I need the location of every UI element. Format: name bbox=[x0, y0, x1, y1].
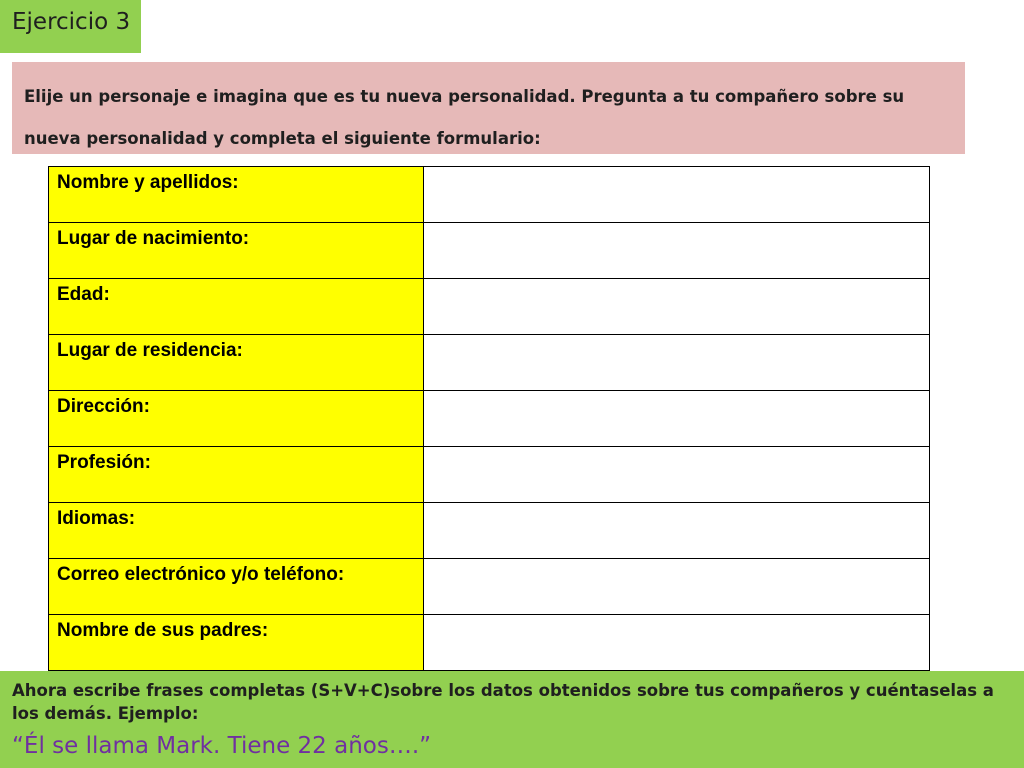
form-value-cell[interactable] bbox=[424, 447, 930, 503]
form-row bbox=[49, 223, 930, 279]
form-label-cell bbox=[49, 615, 424, 671]
form-row bbox=[49, 167, 930, 223]
form-row bbox=[49, 503, 930, 559]
form-row bbox=[49, 559, 930, 615]
page-title: Ejercicio 3 bbox=[12, 9, 131, 35]
personality-form-table bbox=[48, 166, 930, 671]
title-box bbox=[0, 0, 141, 53]
form-label-cell bbox=[49, 335, 424, 391]
form-value-cell[interactable] bbox=[424, 223, 930, 279]
form-row bbox=[49, 391, 930, 447]
form-label: Lugar de residencia: bbox=[57, 340, 243, 361]
form-label-cell bbox=[49, 503, 424, 559]
form-value-cell[interactable] bbox=[424, 167, 930, 223]
instructions-line-2: nueva personalidad y completa el siguiente formulario: bbox=[24, 129, 541, 148]
form-row bbox=[49, 335, 930, 391]
form-row bbox=[49, 279, 930, 335]
form-value-cell[interactable] bbox=[424, 503, 930, 559]
form-label-cell bbox=[49, 279, 424, 335]
form-label: Lugar de nacimiento: bbox=[57, 228, 250, 249]
form-label: Correo electrónico y/o teléfono: bbox=[57, 564, 345, 585]
form-row bbox=[49, 447, 930, 503]
form-label: Profesión: bbox=[57, 452, 151, 473]
form-value-cell[interactable] bbox=[424, 391, 930, 447]
form-label: Nombre de sus padres: bbox=[57, 620, 269, 641]
form-label: Nombre y apellidos: bbox=[57, 172, 239, 193]
footer-instruction: Ahora escribe frases completas (S+V+C)sobre los datos obtenidos sobre tus compañeros y cuéntaselas a los demás. Ejemplo: bbox=[12, 681, 994, 723]
footer-box bbox=[0, 671, 1024, 768]
form-label-cell bbox=[49, 223, 424, 279]
form-row bbox=[49, 615, 930, 671]
form-label-cell bbox=[49, 167, 424, 223]
instructions-text bbox=[24, 76, 949, 160]
form-label: Dirección: bbox=[57, 396, 150, 417]
form-label-cell bbox=[49, 447, 424, 503]
instructions-box bbox=[12, 62, 965, 154]
instructions-line-1: Elije un personaje e imagina que es tu nueva personalidad. Pregunta a tu compañero sobre su bbox=[24, 87, 905, 106]
form-value-cell[interactable] bbox=[424, 559, 930, 615]
form-value-cell[interactable] bbox=[424, 615, 930, 671]
form-value-cell[interactable] bbox=[424, 279, 930, 335]
form-label-cell bbox=[49, 391, 424, 447]
footer-example: “Él se llama Mark. Tiene 22 años….” bbox=[12, 733, 432, 759]
form-value-cell[interactable] bbox=[424, 335, 930, 391]
form-label: Edad: bbox=[57, 284, 110, 305]
form-label: Idiomas: bbox=[57, 508, 136, 529]
form-label-cell bbox=[49, 559, 424, 615]
